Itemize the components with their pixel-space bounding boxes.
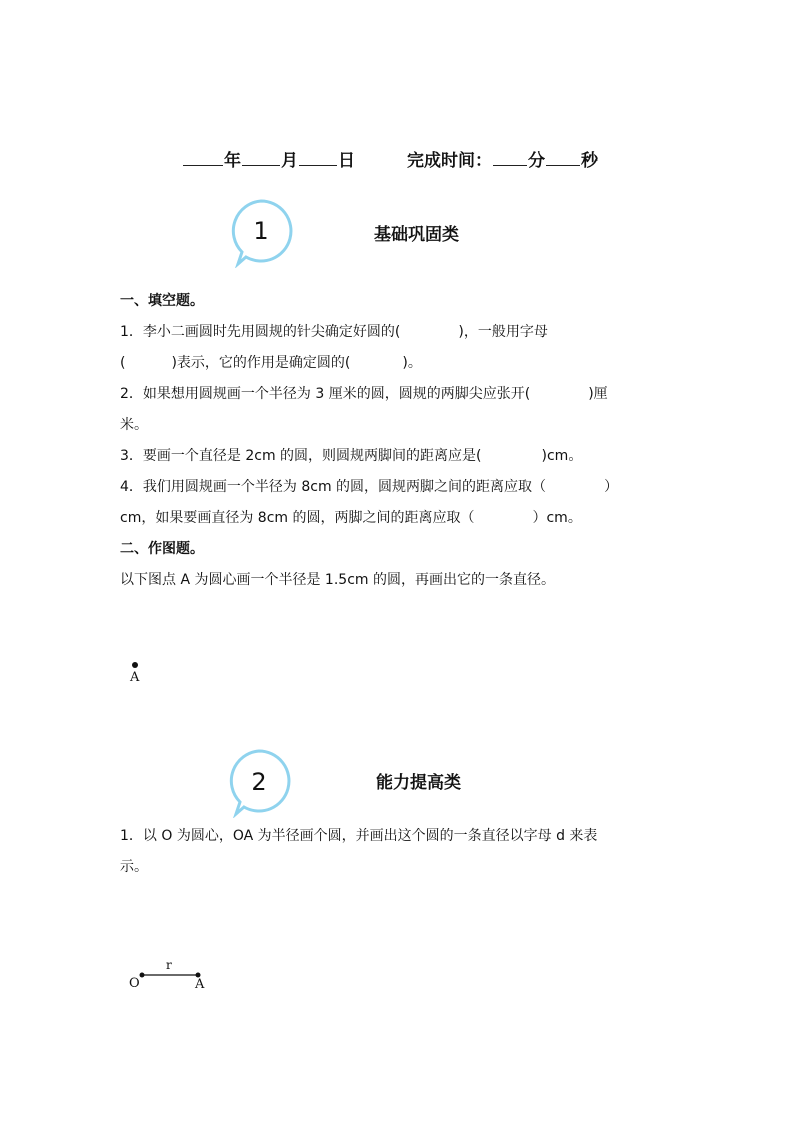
point-a-label: A <box>130 670 140 685</box>
question-2-line-1 <box>120 385 608 403</box>
second-label: 秒 <box>581 151 598 171</box>
question-3 <box>120 447 582 465</box>
month-label: 月 <box>281 151 298 171</box>
q3-text-a: 3．要画一个直径是 2cm 的圆，则圆规两脚间的距离应是( <box>120 448 482 464</box>
section-2-question-1-line-2: 示。 <box>120 859 148 875</box>
q1-text-d: )表示，它的作用是确定圆的( <box>171 355 351 371</box>
part1-heading: 一、填空题。 <box>120 293 204 309</box>
radius-label-r: r <box>166 958 172 972</box>
minute-blank[interactable] <box>493 147 527 166</box>
part2-heading: 二、作图题。 <box>120 541 204 557</box>
time-label: 完成时间： <box>407 151 492 171</box>
section-2-badge-icon <box>226 748 292 818</box>
point-a-dot <box>132 662 138 668</box>
question-1-line-2 <box>120 354 422 372</box>
day-blank[interactable] <box>299 147 337 166</box>
q4-text-a: 4．我们用圆规画一个半径为 8cm 的圆，圆规两脚之间的距离应取（ <box>120 479 547 495</box>
month-blank[interactable] <box>242 147 280 166</box>
day-label: 日 <box>338 151 355 171</box>
minute-label: 分 <box>528 151 545 171</box>
q1-text-a: 1．李小二画圆时先用圆规的针尖确定好圆的( <box>120 324 401 340</box>
section-1-badge-icon <box>228 198 294 268</box>
year-label: 年 <box>224 151 241 171</box>
section-1-number: 1 <box>253 217 269 245</box>
second-blank[interactable] <box>546 147 580 166</box>
q1-text-e: )。 <box>402 355 422 371</box>
draw-prompt: 以下图点 A 为圆心画一个半径是 1.5cm 的圆，再画出它的一条直径。 <box>120 572 555 588</box>
section-1-title: 基础巩固类 <box>374 225 459 245</box>
question-2-line-2: 米。 <box>120 417 148 433</box>
date-time-line <box>182 146 622 170</box>
section-2-number: 2 <box>251 768 267 796</box>
question-4-line-1 <box>120 478 618 496</box>
section-2-question-1-line-1: 1．以 O 为圆心，OA 为半径画个圆，并画出这个圆的一条直径以字母 d 来表 <box>120 828 598 844</box>
label-o: O <box>129 976 140 991</box>
q1-text-b: )，一般用字母 <box>458 324 548 340</box>
q4-text-b: ） <box>604 479 619 495</box>
q4-text-d: ）cm。 <box>532 510 582 526</box>
q3-text-b: )cm。 <box>541 448 583 464</box>
q2-text-a: 2．如果想用圆规画一个半径为 3 厘米的圆，圆规的两脚尖应张开( <box>120 386 531 402</box>
label-a: A <box>195 977 205 992</box>
question-4-line-2 <box>120 509 582 527</box>
question-1-line-1 <box>120 323 548 341</box>
section-2-title: 能力提高类 <box>376 773 461 793</box>
year-blank[interactable] <box>183 147 223 166</box>
q1-text-c: ( <box>120 355 126 371</box>
point-o-dot <box>140 973 145 978</box>
q4-text-c: cm，如果要画直径为 8cm 的圆，两脚之间的距离应取（ <box>120 510 475 526</box>
q2-text-b: )厘 <box>588 386 608 402</box>
